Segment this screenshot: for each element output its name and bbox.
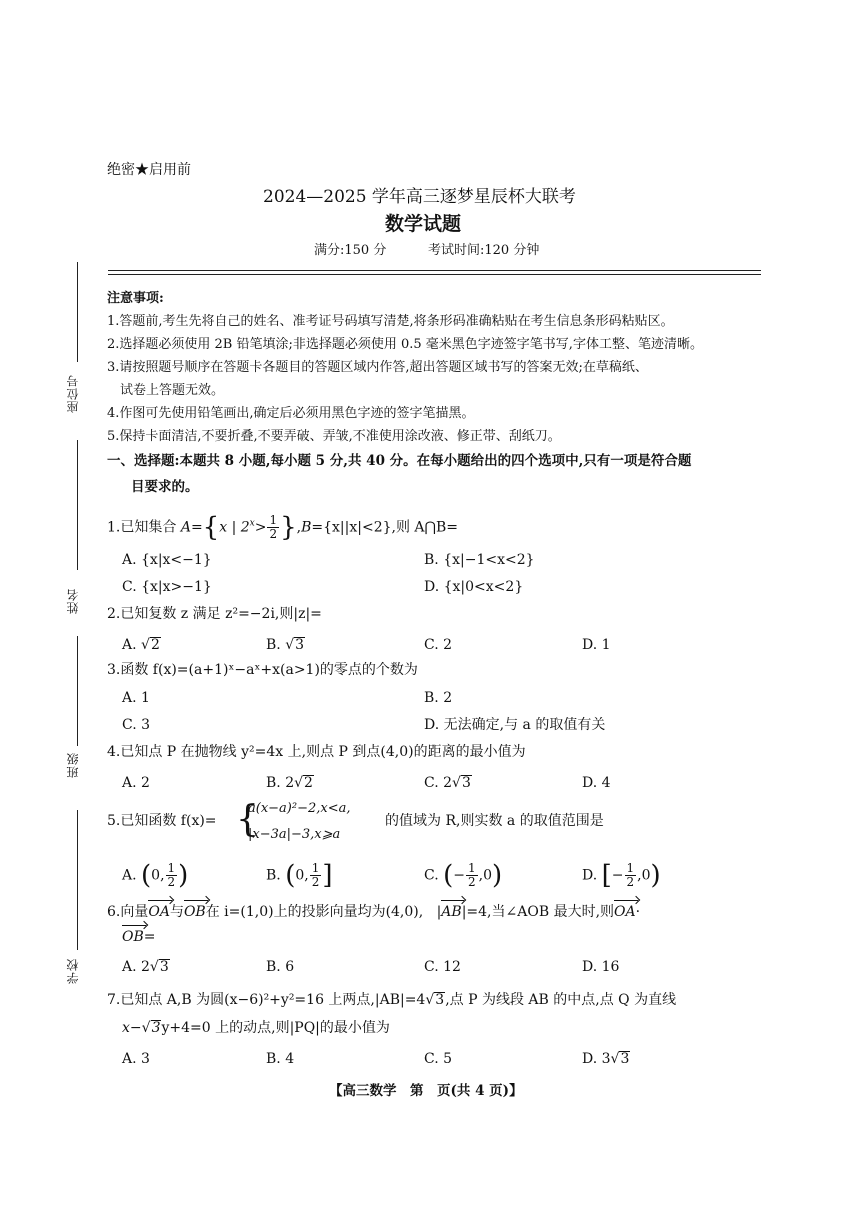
question-1-option-a: A. {x|x<−1} [122, 552, 212, 568]
question-7-option-a: A. 3 [122, 1051, 150, 1067]
class-label: 班级 [66, 752, 80, 778]
binding-line [77, 262, 78, 362]
question-5-case-2: |x−3a|−3,x⩾a [248, 827, 341, 842]
question-5-case-1: a(x−a)²−2,x<a, [248, 801, 351, 816]
question-5-option-d: D. [− $\frac{1}{2}$ ,0) [582, 860, 661, 891]
piecewise-brace: { [236, 799, 259, 840]
section-heading: 一、选择题:本题共 8 小题,每小题 5 分,共 40 分。在每小题给出的四个选项中,只有一项是符合题 [107, 453, 692, 469]
note-item: 5.保持卡面清洁,不要折叠,不要弄破、弄皱,不准使用涂改液、修正带、刮纸刀。 [107, 429, 561, 444]
question-4-option-d: D. 4 [582, 775, 611, 791]
note-item: 2.选择题必须使用 2B 铅笔填涂;非选择题必须使用 0.5 毫米黑色字迹签字笔书写,字体工整、笔迹清晰。 [107, 337, 703, 352]
name-label: 姓名 [66, 588, 80, 614]
question-6-option-b: B. 6 [266, 959, 295, 975]
note-item: 3.请按照题号顺序在答题卡各题目的答题区域内作答,超出答题区域书写的答案无效;在草稿纸、 [107, 360, 648, 375]
question-5-option-a: A. (0, $\frac{1}{2}$ ) [122, 860, 189, 891]
question-5-suffix: 的值域为 R,则实数 a 的取值范围是 [385, 813, 604, 829]
question-3-option-c: C. 3 [122, 717, 151, 733]
question-6-option-c: C. 12 [424, 959, 461, 975]
exam-title: 2024—2025 学年高三逐梦星辰杯大联考 [263, 187, 576, 207]
question-6-stem-line-2: OB= [122, 929, 156, 945]
question-7-option-b: B. 4 [266, 1051, 295, 1067]
question-5-option-b: B. (0, $\frac{1}{2}$ ] [266, 860, 333, 891]
binding-line [77, 440, 78, 570]
note-item: 试卷上答题无效。 [120, 383, 225, 398]
question-1-option-b: B. {x|−1<x<2} [424, 552, 535, 568]
question-6-option-d: D. 16 [582, 959, 620, 975]
seat-label: 座位号 [66, 374, 80, 413]
question-5-prefix: 5.已知函数 f(x)= [107, 813, 217, 829]
subject-title: 数学试题 [385, 213, 462, 235]
question-4-option-a: A. 2 [122, 775, 150, 791]
note-item: 1.答题前,考生先将自己的姓名、准考证号码填写清楚,将条形码准确粘贴在考生信息条形码粘贴区。 [107, 314, 674, 329]
question-3-option-b: B. 2 [424, 690, 453, 706]
secret-label: 绝密★启用前 [107, 162, 191, 178]
question-4-option-c: C. 2√3 [424, 775, 471, 791]
question-5-option-c: C. (− $\frac{1}{2}$ ,0) [424, 860, 503, 891]
question-6-stem-line-1: 6.向量OA与OB在 i=(1,0)上的投影向量均为(4,0), |AB|=4,当∠AOB 最大时,则OA· [107, 904, 641, 920]
question-6-option-a: A. 2√3 [122, 959, 169, 975]
question-7-option-c: C. 5 [424, 1051, 453, 1067]
question-7-stem-line-1: 7.已知点 A,B 为圆(x−6)²+y²=16 上两点,|AB|=4√3,点 P 为线段 AB 的中点,点 Q 为直线 [107, 992, 677, 1008]
page-footer: 【高三数学 第 页(共 4 页)】 [329, 1083, 523, 1099]
question-2-option-d: D. 1 [582, 637, 611, 653]
question-7-option-d: D. 3√3 [582, 1051, 630, 1067]
question-2-option-c: C. 2 [424, 637, 453, 653]
question-4-option-b: B. 2√2 [266, 775, 313, 791]
binding-line [77, 810, 78, 950]
time-info: 考试时间:120 分钟 [428, 243, 540, 258]
question-3-option-d: D. 无法确定,与 a 的取值有关 [424, 717, 606, 733]
header-divider-top [108, 270, 761, 271]
question-3-stem: 3.函数 f(x)=(a+1)ˣ−aˣ+x(a>1)的零点的个数为 [107, 662, 418, 678]
question-1-option-d: D. {x|0<x<2} [424, 579, 524, 595]
binding-line [77, 636, 78, 746]
question-2-option-b: B. √3 [266, 637, 305, 653]
header-divider-bottom [108, 274, 761, 275]
question-1-option-c: C. {x|x>−1} [122, 579, 212, 595]
question-1-stem: 1.已知集合 A={x | $2^x>$ $\frac{1}{2}$ },B={x||x|<2},则 A⋂B= [107, 512, 459, 543]
question-2-option-a: A. √2 [122, 637, 160, 653]
notes-heading: 注意事项: [107, 291, 164, 306]
question-7-stem-line-2: x−√3y+4=0 上的动点,则|PQ|的最小值为 [122, 1020, 390, 1036]
section-heading-cont: 目要求的。 [131, 479, 199, 495]
school-label: 学校 [66, 958, 80, 984]
score-info: 满分:150 分 [314, 243, 387, 258]
note-item: 4.作图可先使用铅笔画出,确定后必须用黑色字迹的签字笔描黑。 [107, 406, 475, 421]
question-3-option-a: A. 1 [122, 690, 150, 706]
question-2-stem: 2.已知复数 z 满足 z²=−2i,则|z|= [107, 606, 322, 622]
question-4-stem: 4.已知点 P 在抛物线 y²=4x 上,则点 P 到点(4,0)的距离的最小值为 [107, 744, 526, 760]
